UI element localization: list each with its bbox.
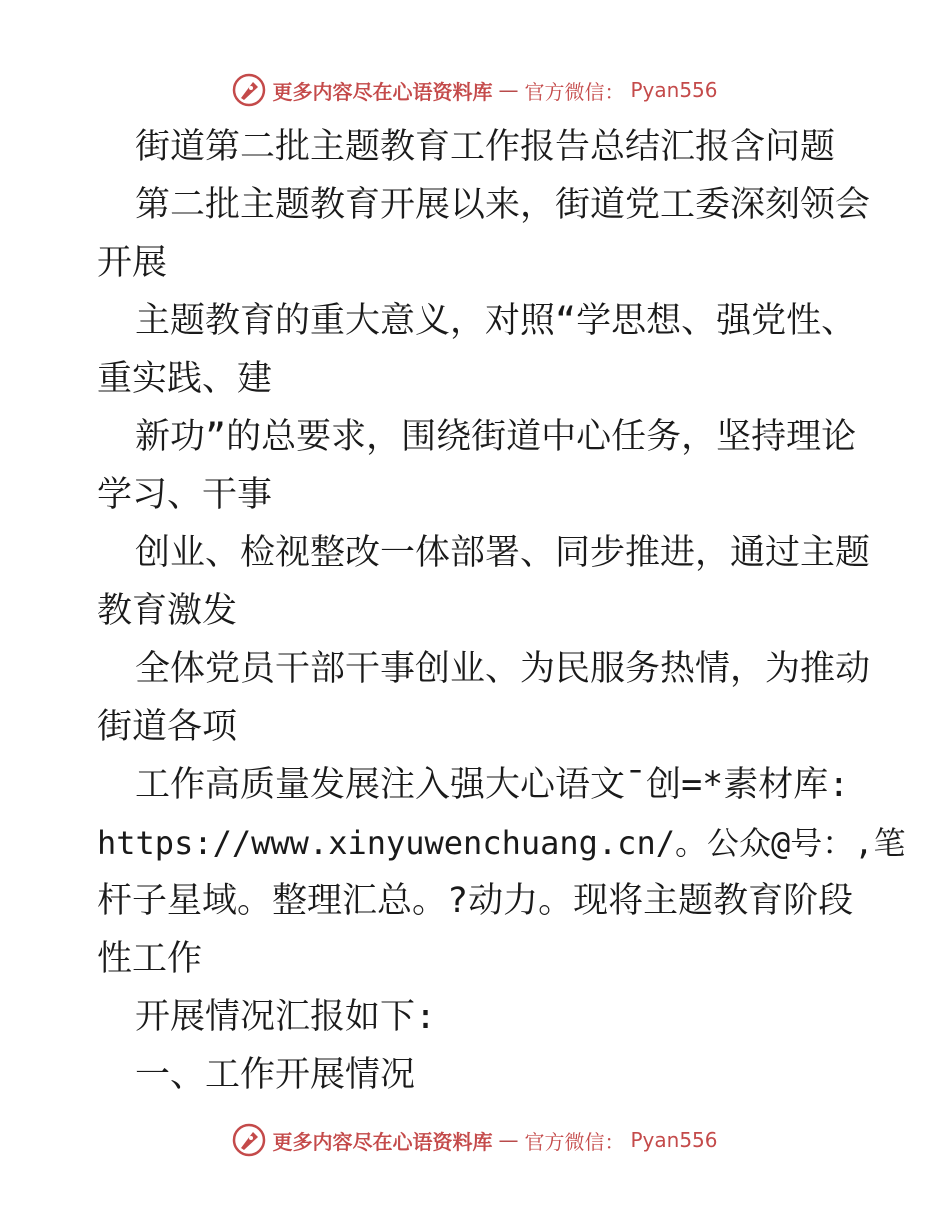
paragraph-line: 杆子星域。整理汇总。?动力。现将主题教育阶段 bbox=[97, 881, 854, 921]
paragraph-line: 教育激发 bbox=[97, 591, 238, 631]
url-line: https://www.xinyuwenchuang.cn/。公众@号：,笔 bbox=[97, 824, 906, 862]
section-heading: 一、工作开展情况 bbox=[135, 1055, 416, 1095]
brand-text: 更多内容尽在心语资料库 bbox=[272, 1129, 493, 1154]
document-body bbox=[97, 118, 906, 1104]
wechat-label: 官方微信： bbox=[524, 1129, 625, 1154]
paragraph-line: 开展 bbox=[97, 243, 168, 283]
brand-text: 更多内容尽在心语资料库 bbox=[272, 79, 493, 104]
footer-watermark-banner bbox=[0, 1120, 950, 1160]
paragraph-line: 全体党员干部干事创业、为民服务热情，为推动 bbox=[135, 649, 871, 689]
header-watermark-banner bbox=[0, 70, 950, 110]
paragraph-line: 学习、干事 bbox=[97, 475, 273, 515]
paragraph-line: 主题教育的重大意义，对照“学思想、强党性、 bbox=[135, 301, 857, 341]
wechat-id: Pyan556 bbox=[630, 1128, 718, 1152]
banner-separator: — bbox=[498, 1128, 519, 1152]
paragraph-line: 街道各项 bbox=[97, 707, 238, 747]
paragraph-line: 创业、检视整改一体部署、同步推进，通过主题 bbox=[135, 533, 871, 573]
wechat-id: Pyan556 bbox=[630, 78, 718, 102]
paragraph-line: 工作高质量发展注入强大心语文¯创=*素材库: bbox=[135, 765, 850, 805]
paragraph-line: 重实践、建 bbox=[97, 359, 273, 399]
paragraph-line: 新功”的总要求，围绕街道中心任务，坚持理论 bbox=[135, 417, 857, 457]
pen-nib-logo-icon bbox=[232, 73, 266, 107]
pen-nib-logo-icon bbox=[232, 1123, 266, 1157]
paragraph-line: 第二批主题教育开展以来，街道党工委深刻领会 bbox=[135, 185, 871, 225]
paragraph-line: 性工作 bbox=[97, 939, 203, 979]
wechat-label: 官方微信： bbox=[524, 79, 625, 104]
banner-separator: — bbox=[498, 78, 519, 102]
paragraph-line: 开展情况汇报如下: bbox=[135, 997, 437, 1037]
document-title: 街道第二批主题教育工作报告总结汇报含问题 bbox=[135, 127, 836, 167]
